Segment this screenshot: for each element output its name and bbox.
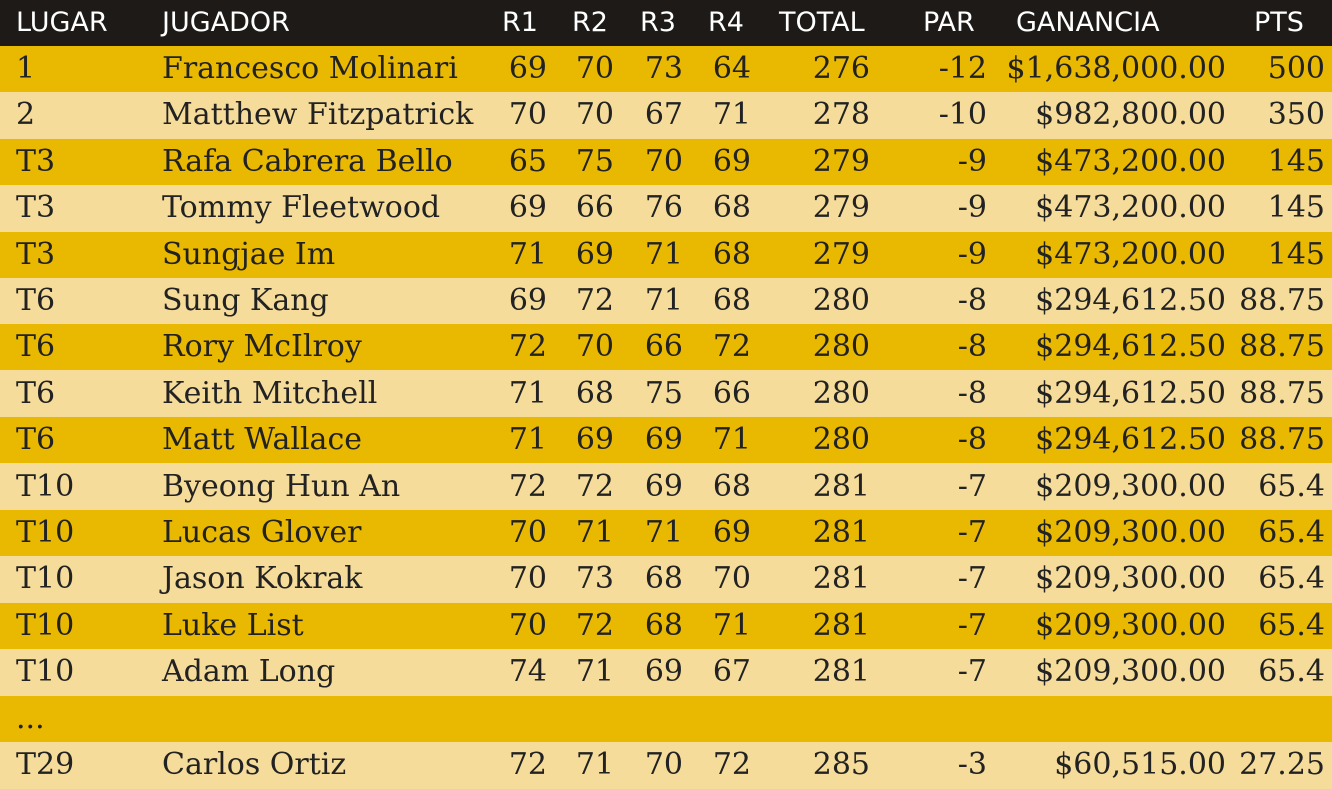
cell-place: T10 [16, 607, 75, 643]
header-r4: R4 [708, 7, 744, 38]
cell-r2: 66 [575, 190, 614, 226]
header-r2: R2 [572, 7, 608, 38]
cell-par: -7 [957, 561, 987, 597]
cell-points: 88.75 [1239, 422, 1325, 458]
cell-player: Francesco Molinari [162, 51, 458, 86]
cell-points: 65.4 [1258, 515, 1325, 550]
cell-r2: 73 [575, 561, 614, 597]
cell-points: 88.75 [1239, 329, 1325, 365]
cell-earnings: $473,200.00 [1035, 190, 1226, 226]
cell-player: Byeong Hun An [162, 468, 401, 504]
cell-r1: 72 [508, 747, 547, 782]
cell-points: 65.4 [1258, 654, 1325, 690]
cell-player: Luke List [162, 607, 304, 643]
cell-player: Rory McIlroy [162, 329, 362, 365]
header-place: LUGAR [16, 7, 108, 38]
cell-r4: 70 [712, 561, 751, 597]
cell-r3: 73 [644, 51, 683, 86]
cell-place: ... [16, 700, 45, 736]
cell-place: T3 [16, 143, 56, 179]
header-par: PAR [923, 7, 975, 38]
cell-r3: 69 [644, 422, 683, 458]
cell-r3: 71 [644, 515, 683, 550]
cell-par: -7 [957, 515, 987, 550]
cell-par: -7 [957, 607, 987, 643]
cell-r1: 70 [508, 97, 547, 133]
cell-r3: 67 [644, 97, 683, 133]
cell-place: T10 [16, 561, 75, 597]
cell-par: -7 [957, 468, 987, 504]
cell-par: -8 [957, 375, 987, 411]
cell-r4: 71 [712, 97, 751, 133]
cell-r1: 65 [508, 143, 547, 179]
cell-r1: 71 [508, 236, 547, 272]
cell-total: 281 [812, 515, 870, 550]
cell-r2: 69 [575, 236, 614, 272]
table-row [0, 139, 1332, 185]
cell-r4: 64 [712, 51, 751, 86]
cell-r1: 72 [508, 329, 547, 365]
table-row [0, 649, 1332, 695]
cell-earnings: $209,300.00 [1035, 468, 1226, 504]
cell-player: Rafa Cabrera Bello [162, 143, 453, 179]
cell-player: Sungjae Im [162, 236, 336, 272]
cell-player: Matthew Fitzpatrick [162, 97, 474, 133]
cell-place: T3 [16, 190, 56, 226]
table-row [0, 510, 1332, 556]
cell-r4: 68 [712, 190, 751, 226]
cell-r4: 68 [712, 283, 751, 318]
cell-total: 281 [812, 654, 870, 690]
cell-points: 500 [1267, 51, 1325, 86]
cell-r4: 67 [712, 654, 751, 690]
cell-earnings: $209,300.00 [1035, 607, 1226, 643]
cell-total: 276 [812, 51, 870, 86]
header-r3: R3 [640, 7, 676, 38]
cell-r3: 70 [644, 747, 683, 782]
table-row [0, 556, 1332, 602]
cell-r2: 72 [575, 468, 614, 504]
cell-r4: 72 [712, 329, 751, 365]
table-row [0, 696, 1332, 742]
cell-place: T6 [16, 375, 56, 411]
cell-place: T6 [16, 329, 56, 365]
cell-r2: 69 [575, 422, 614, 458]
cell-r1: 70 [508, 607, 547, 643]
cell-r1: 71 [508, 422, 547, 458]
cell-points: 65.4 [1258, 607, 1325, 643]
cell-earnings: $294,612.50 [1035, 283, 1226, 318]
cell-r3: 75 [644, 375, 683, 411]
cell-par: -3 [957, 747, 987, 782]
cell-r4: 68 [712, 468, 751, 504]
cell-par: -7 [957, 654, 987, 690]
cell-place: 1 [16, 51, 36, 86]
header-points: PTS [1254, 7, 1304, 38]
cell-r3: 68 [644, 561, 683, 597]
cell-points: 88.75 [1239, 283, 1325, 318]
cell-r4: 71 [712, 422, 751, 458]
cell-player: Jason Kokrak [162, 561, 363, 597]
cell-r4: 69 [712, 143, 751, 179]
cell-r3: 66 [644, 329, 683, 365]
cell-r3: 71 [644, 236, 683, 272]
header-earnings: GANANCIA [1016, 7, 1160, 38]
cell-total: 281 [812, 607, 870, 643]
table-row [0, 278, 1332, 324]
cell-total: 279 [812, 143, 870, 179]
cell-r3: 76 [644, 190, 683, 226]
cell-earnings: $294,612.50 [1035, 329, 1226, 365]
cell-r1: 69 [508, 51, 547, 86]
cell-player: Matt Wallace [162, 422, 362, 458]
table-row [0, 46, 1332, 92]
cell-points: 88.75 [1239, 375, 1325, 411]
cell-total: 285 [812, 747, 870, 782]
cell-earnings: $473,200.00 [1035, 143, 1226, 179]
header-player: JUGADOR [162, 7, 290, 38]
cell-par: -8 [957, 422, 987, 458]
cell-r1: 70 [508, 515, 547, 550]
cell-earnings: $982,800.00 [1035, 97, 1226, 133]
cell-r4: 66 [712, 375, 751, 411]
cell-earnings: $60,515.00 [1054, 747, 1226, 782]
cell-total: 279 [812, 190, 870, 226]
cell-place: T10 [16, 515, 75, 550]
cell-r2: 71 [575, 747, 614, 782]
cell-earnings: $1,638,000.00 [1006, 51, 1226, 86]
cell-place: T10 [16, 654, 75, 690]
cell-r1: 72 [508, 468, 547, 504]
cell-player: Carlos Ortiz [162, 747, 347, 782]
cell-r2: 71 [575, 515, 614, 550]
cell-r4: 71 [712, 607, 751, 643]
cell-place: T6 [16, 283, 56, 318]
cell-earnings: $473,200.00 [1035, 236, 1226, 272]
cell-points: 145 [1267, 143, 1325, 179]
cell-r1: 70 [508, 561, 547, 597]
header-total: TOTAL [779, 7, 865, 38]
cell-total: 280 [812, 329, 870, 365]
cell-r2: 72 [575, 283, 614, 318]
table-row [0, 742, 1332, 788]
header-r1: R1 [502, 7, 538, 38]
table-row [0, 371, 1332, 417]
cell-r4: 72 [712, 747, 751, 782]
table-row [0, 92, 1332, 138]
cell-place: T3 [16, 236, 56, 272]
table-row [0, 185, 1332, 231]
cell-place: T29 [16, 747, 75, 782]
cell-player: Tommy Fleetwood [162, 190, 441, 226]
cell-r2: 70 [575, 97, 614, 133]
table-row [0, 232, 1332, 278]
cell-total: 280 [812, 283, 870, 318]
cell-total: 281 [812, 468, 870, 504]
cell-r1: 74 [508, 654, 547, 690]
cell-total: 280 [812, 422, 870, 458]
cell-r2: 75 [575, 143, 614, 179]
cell-par: -9 [957, 143, 987, 179]
cell-earnings: $209,300.00 [1035, 561, 1226, 597]
cell-r2: 71 [575, 654, 614, 690]
cell-points: 65.4 [1258, 468, 1325, 504]
table-row [0, 324, 1332, 370]
cell-player: Lucas Glover [162, 515, 362, 550]
cell-par: -10 [938, 97, 987, 133]
cell-r1: 69 [508, 283, 547, 318]
cell-total: 280 [812, 375, 870, 411]
cell-r3: 68 [644, 607, 683, 643]
cell-total: 281 [812, 561, 870, 597]
cell-place: T6 [16, 422, 56, 458]
cell-earnings: $294,612.50 [1035, 375, 1226, 411]
cell-r3: 70 [644, 143, 683, 179]
table-header [0, 0, 1332, 46]
cell-place: 2 [16, 97, 36, 133]
cell-earnings: $294,612.50 [1035, 422, 1226, 458]
cell-earnings: $209,300.00 [1035, 515, 1226, 550]
cell-r2: 72 [575, 607, 614, 643]
cell-r2: 68 [575, 375, 614, 411]
cell-par: -9 [957, 190, 987, 226]
cell-r1: 71 [508, 375, 547, 411]
cell-total: 278 [812, 97, 870, 133]
cell-points: 145 [1267, 190, 1325, 226]
cell-r3: 69 [644, 654, 683, 690]
cell-r4: 69 [712, 515, 751, 550]
cell-r3: 69 [644, 468, 683, 504]
cell-player: Adam Long [162, 654, 336, 690]
cell-total: 279 [812, 236, 870, 272]
table-row [0, 417, 1332, 463]
cell-r1: 69 [508, 190, 547, 226]
cell-points: 145 [1267, 236, 1325, 272]
cell-points: 350 [1267, 97, 1325, 133]
cell-points: 65.4 [1258, 561, 1325, 597]
table-row [0, 464, 1332, 510]
cell-player: Sung Kang [162, 283, 329, 318]
cell-par: -8 [957, 283, 987, 318]
cell-place: T10 [16, 468, 75, 504]
cell-par: -12 [938, 51, 987, 86]
cell-r4: 68 [712, 236, 751, 272]
cell-points: 27.25 [1239, 747, 1325, 782]
cell-par: -8 [957, 329, 987, 365]
table-row [0, 603, 1332, 649]
cell-r2: 70 [575, 51, 614, 86]
cell-r2: 70 [575, 329, 614, 365]
cell-earnings: $209,300.00 [1035, 654, 1226, 690]
cell-par: -9 [957, 236, 987, 272]
cell-r3: 71 [644, 283, 683, 318]
cell-player: Keith Mitchell [162, 375, 378, 411]
